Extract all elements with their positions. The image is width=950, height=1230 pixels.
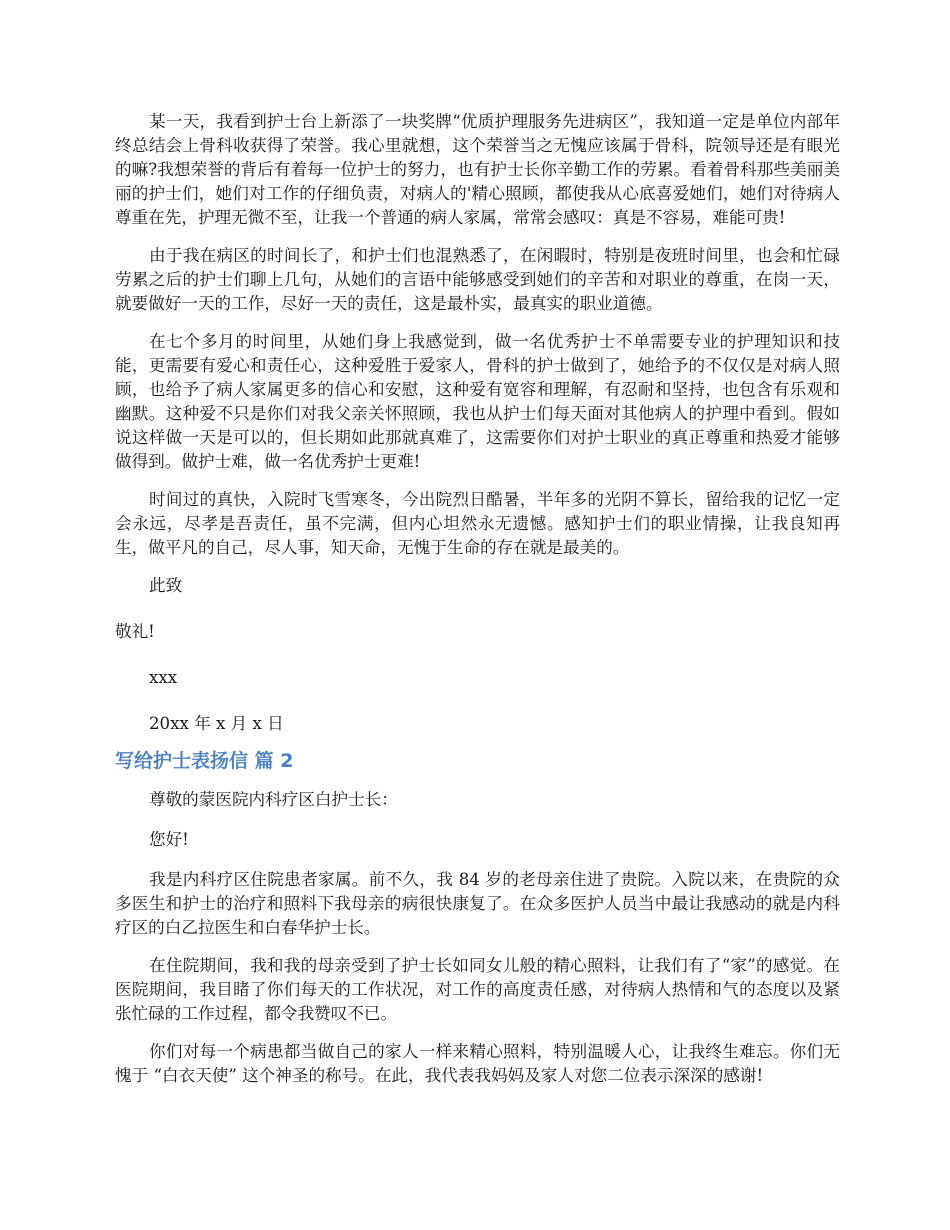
body-paragraph: 某一天，我看到护士台上新添了一块奖牌“优质护理服务先进病区”，我知道一定是单位内部年终总结会上骨科收获得了荣誉。我心里就想，这个荣誉当之无愧应该属于骨科，院领导还是有眼光的嘛?我想荣誉的背后有着每一位护士的努力，也有护士长你辛勤工作的劳累。看着骨科那些美丽美丽的护士们，她们对工作的仔细负责，对病人的'精心照顾，都使我从心底喜爱她们，她们对待病人尊重在先，护理无微不至，让我一个普通的病人家属，常常会感叹：真是不容易，难能可贵! — [115, 112, 840, 227]
body-paragraph: 你们对每一个病患都当做自己的家人一样来精心照料，特别温暖人心，让我终生难忘。你们无愧于 “白衣天使” 这个神圣的称号。在此，我代表我妈妈及家人对您二位表示深深的感谢! — [115, 1042, 840, 1085]
document-page — [115, 110, 840, 1102]
salutation: 尊敬的蒙医院内科疗区白护士长： — [149, 790, 398, 809]
closing-line: 此致 — [149, 576, 183, 595]
body-paragraph: 由于我在病区的时间长了，和护士们也混熟悉了，在闲暇时，特别是夜班时间里，也会和忙碌劳累之后的护士们聊上几句，从她们的言语中能够感受到她们的辛苦和对职业的尊重，在岗一天，就要做好一天的工作，尽好一天的责任，这是最朴实，最真实的职业道德。 — [115, 246, 840, 313]
section-heading: 写给护士表扬信 篇 2 — [115, 750, 294, 772]
body-paragraph: 时间过的真快，入院时飞雪寒冬，今出院烈日酷暑，半年多的光阴不算长，留给我的记忆一定会永远，尽孝是吾责任，虽不完满，但内心坦然永无遗憾。感知护士们的职业情操，让我良知再生，做平凡的自己，尽人事，知天命，无愧于生命的存在就是最美的。 — [115, 490, 840, 557]
body-paragraph: 在住院期间，我和我的母亲受到了护士长如同女儿般的精心照料，让我们有了“家”的感觉。在医院期间，我目睹了你们每天的工作状况，对工作的高度责任感，对待病人热情和气的态度以及紧张忙碌的工作过程，都令我赞叹不已。 — [115, 956, 840, 1023]
body-paragraph: 我是内科疗区住院患者家属。前不久，我 84 岁的老母亲住进了贵院。入院以来，在贵院的众多医生和护士的治疗和照料下我母亲的病很快康复了。在众多医护人员当中最让我感动的就是内科疗区的白乙拉医生和白春华护士长。 — [115, 870, 840, 937]
greeting: 您好! — [149, 830, 189, 849]
letter-date: 20xx 年 x 月 x 日 — [149, 714, 284, 733]
body-paragraph: 在七个多月的时间里，从她们身上我感觉到，做一名优秀护士不单需要专业的护理知识和技能，更需要有爱心和责任心，这种爱胜于爱家人，骨科的护士做到了，她给予的不仅仅是对病人照顾，也给予了病人家属更多的信心和安慰，这种爱有宽容和理解，有忍耐和坚持，也包含有乐观和幽默。这种爱不只是你们对我父亲关怀照顾，我也从护士们每天面对其他病人的护理中看到。假如说这样做一天是可以的，但长期如此那就真难了，这需要你们对护士职业的真正尊重和热爱才能够做得到。做护士难，做一名优秀护士更难! — [115, 332, 840, 471]
closing-salute: 敬礼! — [115, 622, 155, 641]
signer-name: xxx — [149, 668, 178, 687]
